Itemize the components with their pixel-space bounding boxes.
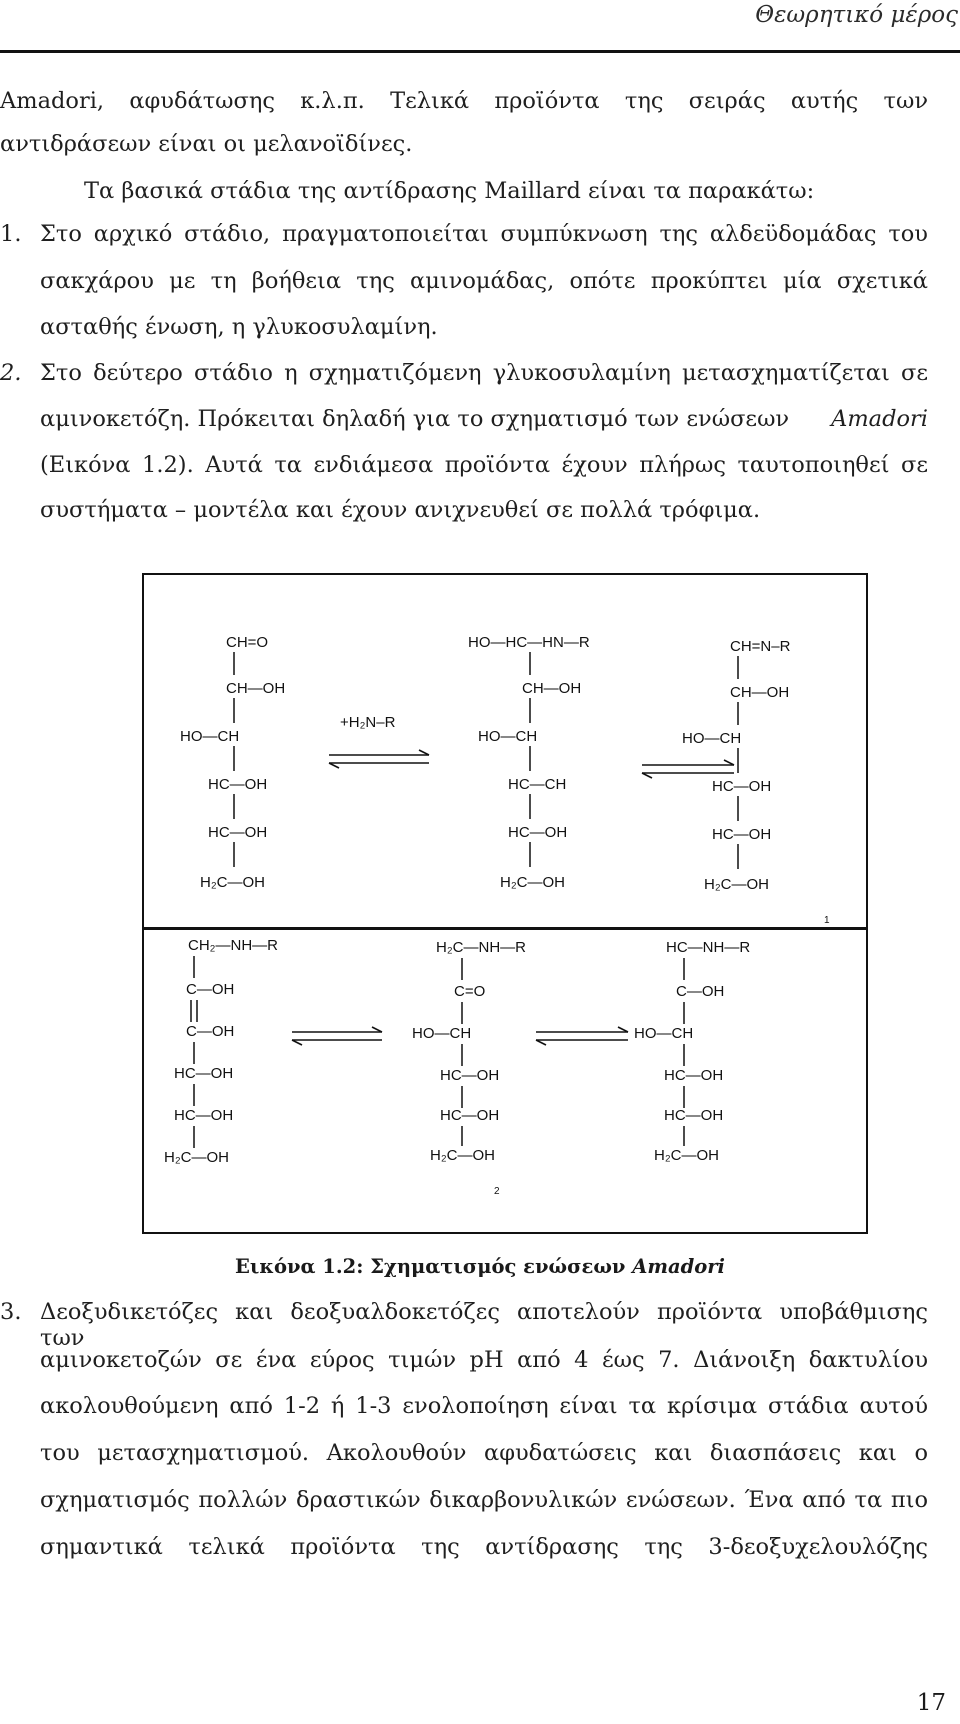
header-rule [0, 50, 960, 53]
list-item-line: αμινοκετοζών σε ένα εύρος τιμών pH από 4 έως 7. Διάνοιξη δακτυλίου [40, 1347, 928, 1373]
struct-label: HO—CH [634, 1025, 694, 1042]
amadori-term: Amadori [831, 406, 928, 432]
struct-label: CH—OH [226, 680, 286, 697]
struct-label: HC—OH [440, 1107, 500, 1124]
glucose-structure [180, 634, 285, 891]
line-text: αμινοκετόζη. Πρόκειται δηλαδή για το σχηματισμό των ενώσεων [40, 406, 790, 432]
list-number: 3. [0, 1299, 22, 1325]
struct-label: H₂C—OH [200, 874, 265, 891]
struct-label: HC—OH [664, 1067, 724, 1084]
reaction-scheme-top [144, 575, 866, 927]
list-item-line: του μετασχηματισμού. Ακολουθούν αφυδατώσεις και διασπάσεις και ο [40, 1440, 928, 1466]
paragraph-line: αντιδράσεων είναι οι μελανοϊδίνες. [0, 131, 413, 157]
list-item-line: σημαντικά τελικά προϊόντα της αντίδρασης της 3-δεοξυχελουλόζης [40, 1534, 928, 1560]
equilibrium-arrow [536, 1027, 628, 1045]
struct-label: H₂C—OH [430, 1147, 495, 1164]
caption-text: Εικόνα 1.2: Σχηματισμός ενώσεων [235, 1255, 633, 1278]
list-item-line: συστήματα – μοντέλα και έχουν ανιχνευθεί σε πολλά τρόφιμα. [40, 497, 761, 523]
list-item-line: (Εικόνα 1.2). Αυτά τα ενδιάμεσα προϊόντα έχουν πλήρως ταυτοποιηθεί σε [40, 452, 928, 478]
struct-label: H₂C—OH [500, 874, 565, 891]
figure-panel-bottom [142, 928, 868, 1234]
ketose-structure [412, 939, 526, 1164]
equilibrium-arrow [642, 760, 734, 778]
struct-label: HC—NH—R [666, 939, 751, 956]
caption-amadori: Amadori [632, 1255, 725, 1278]
equilibrium-arrow [329, 750, 429, 768]
panel-number: 2 [494, 1186, 500, 1197]
list-item-line: σακχάρου με τη βοήθεια της αμινομάδας, οπότε προκύπτει μία σχετικά [40, 268, 928, 294]
struct-label: H₂C—OH [704, 876, 769, 893]
list-item-line: σχηματισμός πολλών δραστικών δικαρβονυλικών ενώσεων. Ένα από τα πιο [40, 1487, 928, 1513]
panel-number: 1 [824, 915, 830, 926]
struct-label: H₂C—OH [654, 1147, 719, 1164]
list-item-line: Στο δεύτερο στάδιο η σχηματιζόμενη γλυκοσυλαμίνη μετασχηματίζεται σε [40, 360, 928, 386]
struct-label: CH₂—NH—R [188, 937, 278, 954]
struct-label: CH=O [226, 634, 269, 651]
struct-label: HC—OH [712, 778, 772, 795]
list-item-line: ασταθής ένωση, η γλυκοσυλαμίνη. [40, 314, 438, 340]
struct-label: C—OH [186, 981, 235, 998]
struct-label: HC—OH [208, 824, 268, 841]
struct-label: HC—OH [174, 1065, 234, 1082]
struct-label: HO—HC—HN—R [468, 634, 590, 651]
struct-label: HC—OH [664, 1107, 724, 1124]
reaction-scheme-bottom [144, 930, 866, 1232]
struct-label: H₂C—OH [164, 1149, 229, 1166]
running-header: Θεωρητικό μέρος [755, 2, 958, 28]
struct-label: HO—CH [412, 1025, 472, 1042]
figure-caption [0, 1255, 960, 1278]
struct-label: C=O [454, 983, 486, 1000]
list-item-line: Στο αρχικό στάδιο, πραγματοποιείται συμπύκνωση της αλδεϋδομάδας του [40, 221, 928, 247]
enol-structure [164, 937, 278, 1166]
figure-panel-top [142, 573, 868, 929]
struct-label: CH—OH [730, 684, 790, 701]
struct-label: CH=N–R [730, 638, 791, 655]
reagent-label: +H₂N–R [340, 714, 396, 731]
struct-label: HC—OH [440, 1067, 500, 1084]
list-number: 2. [0, 360, 22, 386]
struct-label: HO—CH [682, 730, 742, 747]
page-number: 17 [916, 1690, 946, 1716]
struct-label: H₂C—NH—R [436, 939, 526, 956]
list-item-line: Δεοξυδικετόζες και δεοξυαλδοκετόζες αποτελούν προϊόντα υποβάθμισης των [40, 1299, 928, 1351]
list-item-line [40, 406, 928, 432]
struct-label: HC—OH [508, 824, 568, 841]
struct-label: HC—OH [174, 1107, 234, 1124]
paragraph-line: Τα βασικά στάδια της αντίδρασης Maillard είναι τα παρακάτω: [84, 178, 815, 204]
aminoketose-structure [634, 939, 750, 1164]
struct-label: HC—CH [508, 776, 567, 793]
struct-label: HC—OH [208, 776, 268, 793]
struct-label: HC—OH [712, 826, 772, 843]
list-number: 1. [0, 221, 22, 247]
paragraph-line: Amadori, αφυδάτωσης κ.λ.π. Τελικά προϊόντα της σειράς αυτής των [0, 88, 928, 114]
struct-label: C—OH [186, 1023, 235, 1040]
struct-label: HO—CH [478, 728, 538, 745]
struct-label: HO—CH [180, 728, 240, 745]
glycosylamine-structure [468, 634, 590, 891]
struct-label: C—OH [676, 983, 725, 1000]
equilibrium-arrow [292, 1027, 382, 1045]
struct-label: CH—OH [522, 680, 582, 697]
list-item-line: ακολουθούμενη από 1-2 ή 1-3 ενολοποίηση είναι τα κρίσιμα στάδια αυτού [40, 1393, 928, 1419]
